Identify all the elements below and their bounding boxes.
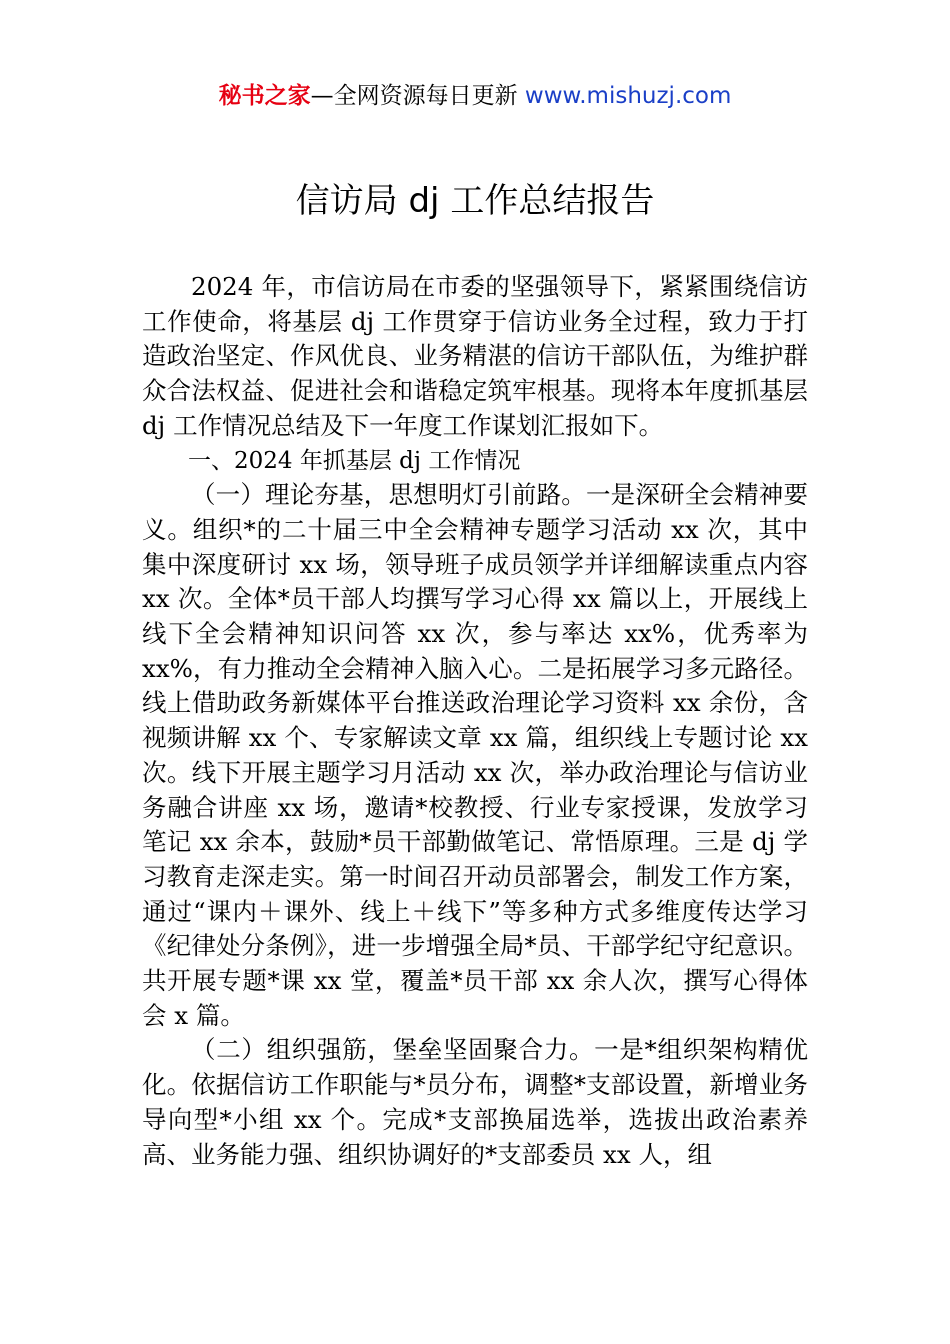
site-brand: 秘书之家: [218, 83, 311, 109]
site-url-link[interactable]: www.mishuzj.com: [524, 83, 732, 109]
intro-paragraph: 2024 年，市信访局在市委的坚强领导下，紧紧围绕信访工作使命，将基层 dj 工作贯穿于信访业务全过程，致力于打造政治坚定、作风优良、业务精湛的信访干部队伍，为维护群众合法权益、促进社会和谐稳定筑牢根基。现将本年度抓基层 dj 工作情况总结及下一年度工作谋划汇报如下。: [142, 272, 808, 440]
site-header: [0, 80, 950, 112]
site-tagline: —全网资源每日更新: [310, 83, 525, 109]
body-paragraph: （二）组织强筋，堡垒坚固聚合力。一是*组织架构精优化。依据信访工作职能与*员分布，调整*支部设置，新增业务导向型*小组 xx 个。完成*支部换届选举，选拔出政治素养高、业务能力强、组织协调好的*支部委员 xx 人，组: [142, 1035, 808, 1169]
body-paragraph: （一）理论夯基，思想明灯引前路。一是深研全会精神要义。组织*的二十届三中全会精神专题学习活动 xx 次，其中集中深度研讨 xx 场，领导班子成员领学并详细解读重点内容 xx 次。全体*员干部人均撰写学习心得 xx 篇以上，开展线上线下全会精神知识问答 xx 次，参与率达 xx%，优秀率为 xx%，有力推动全会精神入脑入心。二是拓展学习多元路径。线上借助政务新媒体平台推送政治理论学习资料 xx 余份，含视频讲解 xx 个、专家解读文章 xx 篇，组织线上专题讨论 xx 次。线下开展主题学习月活动 xx 次，举办政治理论与信访业务融合讲座 xx 场，邀请*校教授、行业专家授课，发放学习笔记 xx 余本，鼓励*员干部勤做笔记、常悟原理。三是 dj 学习教育走深走实。第一时间召开动员部署会，制发工作方案，通过“课内＋课外、线上＋线下”等多种方式多维度传达学习《纪律处分条例》，进一步增强全局*员、干部学纪守纪意识。共开展专题*课 xx 堂，覆盖*员干部 xx 余人次，撰写心得体会 x 篇。: [142, 480, 808, 1030]
section-heading: 一、2024 年抓基层 dj 工作情况: [188, 447, 521, 474]
document-title: 信访局 dj 工作总结报告: [295, 181, 655, 221]
document-body: [142, 270, 808, 1172]
